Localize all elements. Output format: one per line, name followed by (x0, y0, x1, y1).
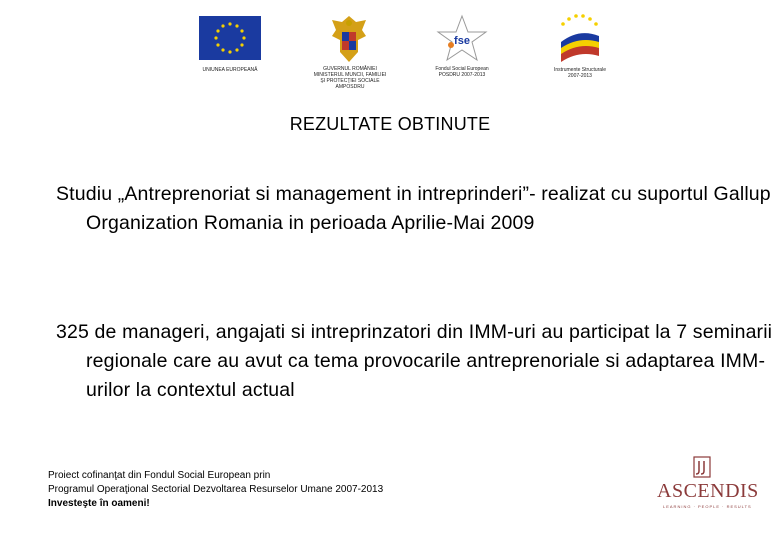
ministry-caption (300, 66, 400, 90)
footer-slogan: Investeşte în oameni! (48, 498, 150, 509)
structural-caption-line: 2007-2013 (568, 73, 592, 79)
ascendis-logo-text: ASCENDIS (657, 480, 759, 502)
coat-of-arms-logo (328, 14, 370, 64)
paragraph-managers: 325 de manageri, angajati si intreprinzatori din IMM-uri au participat la 7 seminarii regionale care au avut ca tema provocarile antreprenoriale si adaptarea IMM-urilor la contextul actual (56, 321, 773, 401)
slide-title: REZULTATE OBTINUTE (289, 114, 491, 134)
structural-caption-line: Instrumente Structurale (554, 67, 606, 73)
ascendis-emblem-icon (693, 456, 711, 478)
structural-instruments-logo (553, 12, 605, 64)
ministry-caption-line: MINISTERUL MUNCII, FAMILIEI (313, 72, 387, 78)
ascendis-tagline: LEARNING · PEOPLE · RESULTS (663, 504, 752, 509)
ministry-caption-line: AMPOSDRU (335, 84, 365, 90)
eu-caption: UNIUNEA EUROPEANĂ (202, 67, 258, 73)
footer-funding-note (48, 469, 383, 511)
fse-mark-text: fse (454, 35, 470, 47)
fse-star-logo (436, 14, 488, 64)
structural-instruments-caption (540, 67, 620, 79)
ministry-caption-line: ŞI PROTECŢIEI SOCIALE (320, 78, 380, 84)
paragraph-study: Studiu „Antreprenoriat si management in intreprinderi”- realizat cu suportul Gallup Organization Romania in perioada Aprilie-Mai 2009 (56, 183, 771, 234)
fse-caption (420, 66, 504, 78)
eu-flag-logo (199, 16, 261, 60)
ministry-caption-line: GUVERNUL ROMÂNIEI (323, 66, 377, 72)
fse-caption-line: Fondul Social European (435, 66, 489, 72)
fse-caption-line: POSDRU 2007-2013 (438, 72, 486, 78)
footer-line-1: Proiect cofinanţat din Fondul Social European prin (48, 470, 271, 481)
footer-line-2: Programul Operaţional Sectorial Dezvoltarea Resurselor Umane 2007-2013 (48, 484, 384, 495)
